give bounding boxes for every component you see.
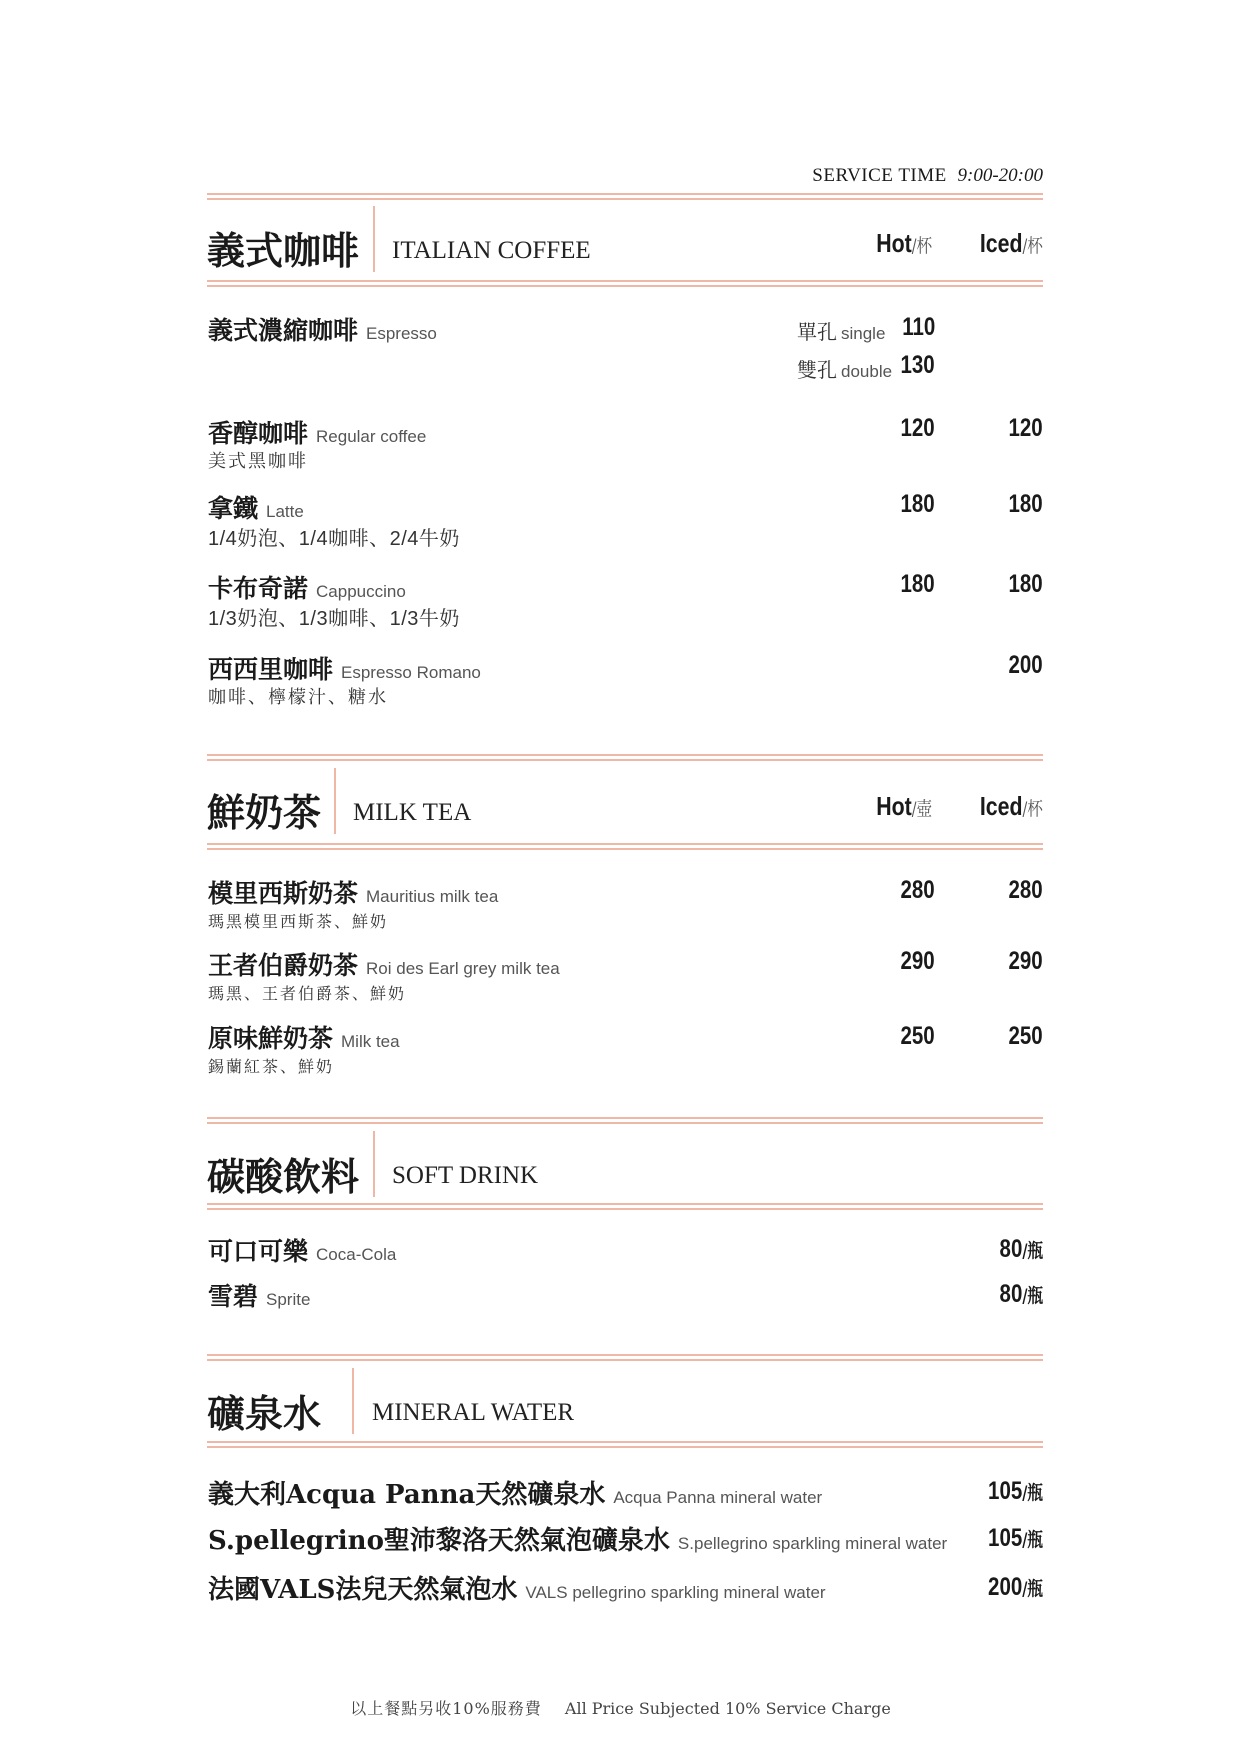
service-time-label: SERVICE TIME xyxy=(812,165,947,186)
price-hot: 180 xyxy=(900,490,935,518)
price: 80/瓶 xyxy=(999,1235,1043,1263)
title-separator xyxy=(373,206,375,272)
menu-item-espresso-romano: 西西里咖啡 Espresso Romano xyxy=(208,655,481,684)
section-title-en: ITALIAN COFFEE xyxy=(392,237,591,264)
price-hot: 120 xyxy=(900,414,935,442)
menu-item-milk-tea: 原味鮮奶茶 Milk tea xyxy=(208,1024,400,1053)
section-divider xyxy=(207,843,1043,850)
price: 105/瓶 xyxy=(988,1524,1043,1552)
item-description: 瑪黑、王者伯爵茶、鮮奶 xyxy=(208,984,407,1003)
section-title-zh: 碳酸飲料 xyxy=(207,1154,360,1199)
service-time-value: 9:00-20:00 xyxy=(957,165,1043,186)
service-charge-en: All Price Subjected 10% Service Charge xyxy=(564,1699,891,1718)
price: 200/瓶 xyxy=(988,1573,1043,1601)
section-title-en: SOFT DRINK xyxy=(392,1162,539,1189)
section-title-zh: 義式咖啡 xyxy=(207,228,360,273)
section-divider xyxy=(207,280,1043,287)
section-divider xyxy=(207,754,1043,761)
price-iced: 280 xyxy=(1008,876,1043,904)
section-title-en: MINERAL WATER xyxy=(372,1399,575,1426)
title-separator xyxy=(334,768,336,834)
price-hot: 250 xyxy=(900,1022,935,1050)
menu-item-cappuccino: 卡布奇諾 Cappuccino xyxy=(208,574,406,603)
menu-item-acqua-panna: 義大利Acqua Panna天然礦泉水 Acqua Panna mineral water xyxy=(208,1480,823,1510)
price-iced: 180 xyxy=(1008,490,1043,518)
menu-item-mauritius-milk-tea: 模里西斯奶茶 Mauritius milk tea xyxy=(208,879,499,908)
section-title-en: MILK TEA xyxy=(353,799,472,826)
item-description: 錫蘭紅茶、鮮奶 xyxy=(208,1057,335,1076)
column-header-hot: Hot/壺 xyxy=(876,791,932,821)
espresso-double-label: 雙孔 double xyxy=(797,358,893,382)
price-iced: 120 xyxy=(1008,414,1043,442)
section-title-zh: 礦泉水 xyxy=(207,1391,322,1436)
price-iced: 250 xyxy=(1008,1022,1043,1050)
column-header-iced: Iced/杯 xyxy=(980,228,1043,258)
price-hot: 180 xyxy=(900,570,935,598)
service-charge-note xyxy=(0,1696,1241,1719)
item-description: 瑪黑模里西斯茶、鮮奶 xyxy=(208,912,389,931)
menu-item-espresso: 義式濃縮咖啡 Espresso xyxy=(208,316,437,345)
item-description: 美式黑咖啡 xyxy=(208,451,308,472)
price: 80/瓶 xyxy=(999,1280,1043,1308)
item-description: 1/3奶泡、1/3咖啡、1/3牛奶 xyxy=(208,608,460,630)
menu-item-s-pellegrino: S.pellegrino聖沛黎洛天然氣泡礦泉水 S.pellegrino sparkling mineral water xyxy=(208,1526,948,1556)
price-hot: 290 xyxy=(900,947,935,975)
price-iced: 290 xyxy=(1008,947,1043,975)
section-divider xyxy=(207,193,1043,200)
title-separator xyxy=(373,1131,375,1197)
price-iced: 200 xyxy=(1008,651,1043,679)
service-charge-zh: 以上餐點另收10%服務費 xyxy=(350,1699,542,1718)
item-description: 咖啡、檸檬汁、糖水 xyxy=(208,687,388,708)
menu-item-regular-coffee: 香醇咖啡 Regular coffee xyxy=(208,419,427,448)
column-header-iced: Iced/杯 xyxy=(980,791,1043,821)
price: 105/瓶 xyxy=(988,1477,1043,1505)
price-espresso-single: 110 xyxy=(901,313,935,341)
title-separator xyxy=(352,1368,354,1434)
section-title-zh: 鮮奶茶 xyxy=(207,790,322,835)
price-hot: 280 xyxy=(900,876,935,904)
menu-item-earl-grey-milk-tea: 王者伯爵奶茶 Roi des Earl grey milk tea xyxy=(208,951,560,980)
section-divider xyxy=(207,1354,1043,1361)
menu-item-coca-cola: 可口可樂 Coca-Cola xyxy=(208,1237,397,1266)
price-espresso-double: 130 xyxy=(900,351,935,379)
menu-item-sprite: 雪碧 Sprite xyxy=(208,1282,311,1311)
menu-item-latte: 拿鐵 Latte xyxy=(208,494,304,523)
item-description: 1/4奶泡、1/4咖啡、2/4牛奶 xyxy=(208,528,460,550)
column-header-hot: Hot/杯 xyxy=(876,228,932,258)
section-divider xyxy=(207,1117,1043,1124)
service-time xyxy=(700,165,1043,187)
section-divider xyxy=(207,1441,1043,1448)
menu-item-vals: 法國VALS法兒天然氣泡水 VALS pellegrino sparkling mineral water xyxy=(208,1575,826,1605)
section-divider xyxy=(207,1203,1043,1210)
espresso-single-label: 單孔 single xyxy=(797,320,886,344)
price-iced: 180 xyxy=(1008,570,1043,598)
